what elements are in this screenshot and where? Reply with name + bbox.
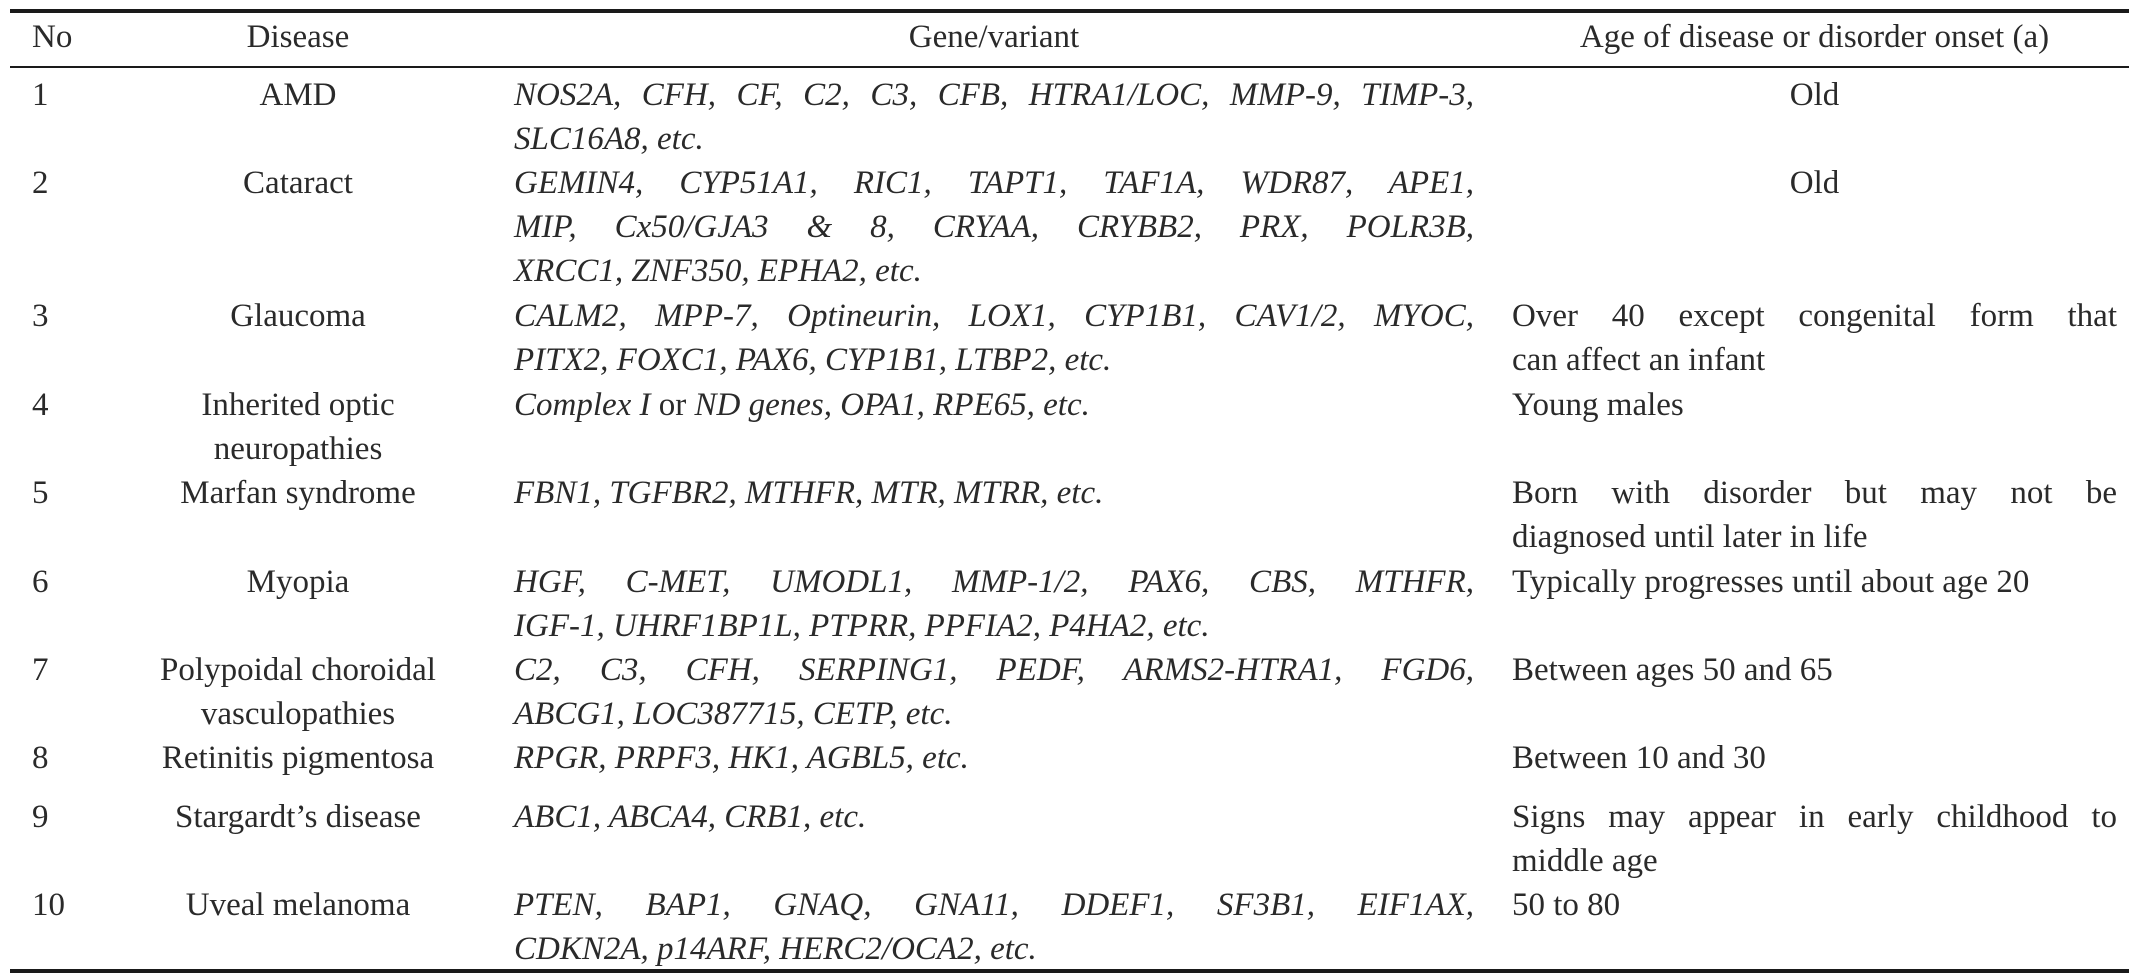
gene-variant-cell — [514, 648, 1474, 736]
age-line: Born with disorder but may not be — [1512, 475, 2117, 511]
header-age-onset: Age of disease or disorder onset (a) — [1579, 19, 2050, 55]
gene-line: XRCC1, ZNF350, EPHA2, etc. — [514, 253, 922, 289]
gene-line: RPGR, PRPF3, HK1, AGBL5, etc. — [514, 740, 969, 776]
gene-line: IGF-1, UHRF1BP1L, PTPRR, PPFIA2, P4HA2, etc. — [514, 608, 1210, 644]
disease-name: Retinitis pigmentosa — [161, 740, 435, 776]
gene-line: SLC16A8, etc. — [514, 121, 704, 157]
onset-age: Between 10 and 30 — [1512, 740, 1766, 776]
age-line: diagnosed until later in life — [1512, 519, 1868, 555]
row-number: 8 — [32, 740, 49, 776]
gene-variant-cell — [514, 883, 1474, 971]
onset-age: Old — [1789, 165, 1840, 201]
age-line: Over 40 except congenital form that — [1512, 298, 2117, 334]
onset-age: Young males — [1512, 387, 1684, 423]
disease-name — [130, 383, 466, 471]
age-line: Signs may appear in early childhood to — [1512, 799, 2117, 835]
onset-age: Old — [1789, 77, 1840, 113]
gene-line: MIP, Cx50/GJA3 & 8, CRYAA, CRYBB2, PRX, POLR3B, — [514, 209, 1474, 245]
row-number: 3 — [32, 298, 49, 334]
row-number: 2 — [32, 165, 49, 201]
gene-variant-cell — [514, 73, 1474, 161]
gene-line: FBN1, TGFBR2, MTHFR, MTR, MTRR, etc. — [514, 475, 1104, 511]
row-number: 6 — [32, 564, 49, 600]
onset-age: 50 to 80 — [1512, 887, 1621, 923]
row-number: 5 — [32, 475, 49, 511]
gene-line: NOS2A, CFH, CF, C2, C3, CFB, HTRA1/LOC, MMP-9, TIMP-3, — [514, 77, 1474, 113]
disease-name: Stargardt’s disease — [175, 799, 421, 835]
gene-variant-cell — [514, 294, 1474, 382]
disease-line: vasculopathies — [200, 696, 396, 732]
age-line: can affect an infant — [1512, 342, 1766, 378]
gene-line: CALM2, MPP-7, Optineurin, LOX1, CYP1B1, CAV1/2, MYOC, — [514, 298, 1474, 334]
gene-variant-cell — [514, 795, 1474, 839]
gene-variant-cell — [514, 161, 1474, 293]
header-disease: Disease — [246, 19, 350, 55]
disease-name: AMD — [259, 77, 337, 113]
onset-age — [1512, 795, 2117, 883]
row-number: 7 — [32, 652, 49, 688]
gene-line: HGF, C-MET, UMODL1, MMP-1/2, PAX6, CBS, MTHFR, — [514, 564, 1474, 600]
header-rule — [10, 66, 2129, 68]
gene-variant-cell — [514, 736, 1474, 780]
onset-age: Typically progresses until about age 20 — [1512, 564, 2030, 600]
age-line: middle age — [1512, 843, 1658, 879]
disease-line: Polypoidal choroidal — [160, 652, 436, 688]
gene-variant-cell — [514, 383, 1474, 427]
onset-age: Between ages 50 and 65 — [1512, 652, 1833, 688]
header-no: No — [32, 19, 73, 55]
disease-name: Marfan syndrome — [180, 475, 416, 511]
disease-line: neuropathies — [213, 431, 383, 467]
disease-name: Myopia — [246, 564, 350, 600]
gene-part-plain: or — [650, 387, 695, 423]
row-number: 10 — [32, 887, 65, 923]
disease-name: Glaucoma — [230, 298, 366, 334]
onset-age — [1512, 294, 2117, 382]
gene-part-italic: ND genes, OPA1, RPE65, etc. — [694, 387, 1090, 423]
table-top-rule — [10, 9, 2129, 13]
onset-age — [1512, 471, 2117, 559]
disease-name: Cataract — [243, 165, 353, 201]
gene-line: C2, C3, CFH, SERPING1, PEDF, ARMS2-HTRA1, FGD6, — [514, 652, 1474, 688]
row-number: 9 — [32, 799, 49, 835]
gene-line: PITX2, FOXC1, PAX6, CYP1B1, LTBP2, etc. — [514, 342, 1112, 378]
header-gene-variant: Gene/variant — [908, 19, 1080, 55]
disease-line: Inherited optic — [201, 387, 395, 423]
row-number: 1 — [32, 77, 49, 113]
gene-line: ABCG1, LOC387715, CETP, etc. — [514, 696, 953, 732]
gene-line: ABC1, ABCA4, CRB1, etc. — [514, 799, 867, 835]
gene-line: CDKN2A, p14ARF, HERC2/OCA2, etc. — [514, 931, 1037, 967]
gene-variant-cell — [514, 560, 1474, 648]
disease-name — [130, 648, 466, 736]
gene-variant-cell — [514, 471, 1474, 515]
gene-line: PTEN, BAP1, GNAQ, GNA11, DDEF1, SF3B1, EIF1AX, — [514, 887, 1474, 923]
gene-part-italic: Complex I — [514, 387, 651, 423]
gene-line: GEMIN4, CYP51A1, RIC1, TAPT1, TAF1A, WDR87, APE1, — [514, 165, 1474, 201]
row-number: 4 — [32, 387, 49, 423]
disease-name: Uveal melanoma — [185, 887, 411, 923]
